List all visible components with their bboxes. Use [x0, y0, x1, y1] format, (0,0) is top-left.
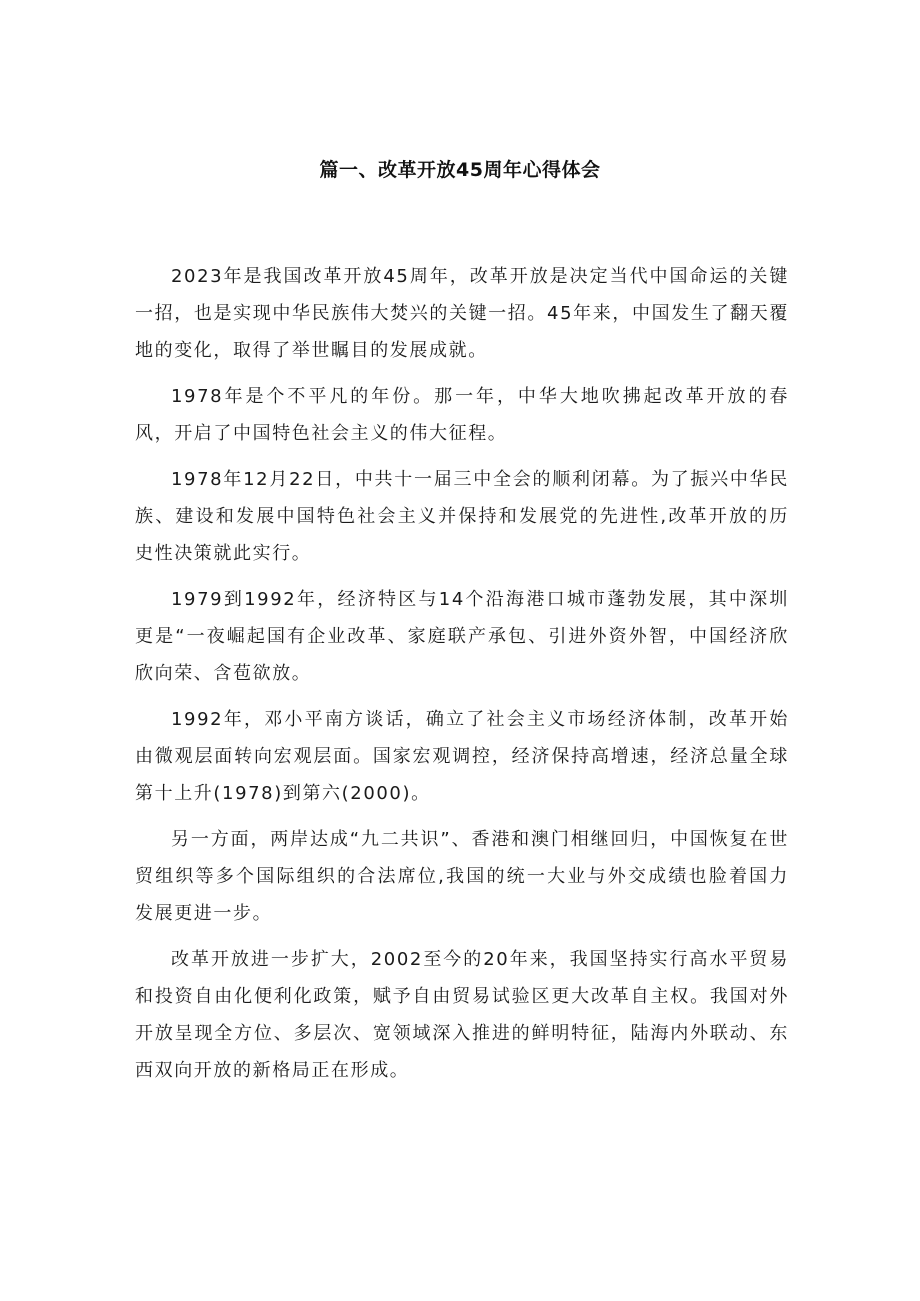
document-body [135, 258, 789, 1098]
document-title: 篇一、改革开放45周年心得体会 [319, 159, 601, 181]
paragraph-2: 1978年是个不平凡的年份。那一年，中华大地吹拂起改革开放的春风，开启了中国特色社会主义的伟大征程。 [135, 386, 789, 444]
paragraph-6: 另一方面，两岸达成“九二共识”、香港和澳门相继回归，中国恢复在世贸组织等多个国际组织的合法席位,我国的统一大业与外交成绩也脸着国力发展更进一步。 [135, 829, 789, 924]
paragraph-3: 1978年12月22日，中共十一届三中全会的顺利闭幕。为了振兴中华民族、建设和发展中国特色社会主义并保持和发展党的先进性,改革开放的历史性决策就此实行。 [135, 469, 789, 564]
paragraph-5: 1992年，邓小平南方谈话，确立了社会主义市场经济体制，改革开始由微观层面转向宏观层面。国家宏观调控，经济保持高增速，经济总量全球第十上升(1978)到第六(2000)。 [135, 709, 789, 804]
paragraph-1: 2023年是我国改革开放45周年，改革开放是决定当代中国命运的关键一招，也是实现中华民族伟大焚兴的关键一招。45年来，中国发生了翻天覆地的变化，取得了举世瞩目的发展成就。 [135, 266, 789, 361]
paragraph-7: 改革开放进一步扩大，2002至今的20年来，我国坚持实行高水平贸易和投资自由化便利化政策，赋予自由贸易试验区更大改革自主权。我国对外开放呈现全方位、多层次、宽领域深入推进的鲜明特征，陆海内外联动、东西双向开放的新格局正在形成。 [135, 949, 789, 1081]
paragraph-4: 1979到1992年，经济特区与14个沿海港口城市蓬勃发展，其中深圳更是“一夜崛起国有企业改革、家庭联产承包、引进外资外智，中国经济欣欣向荣、含苞欲放。 [135, 589, 789, 684]
